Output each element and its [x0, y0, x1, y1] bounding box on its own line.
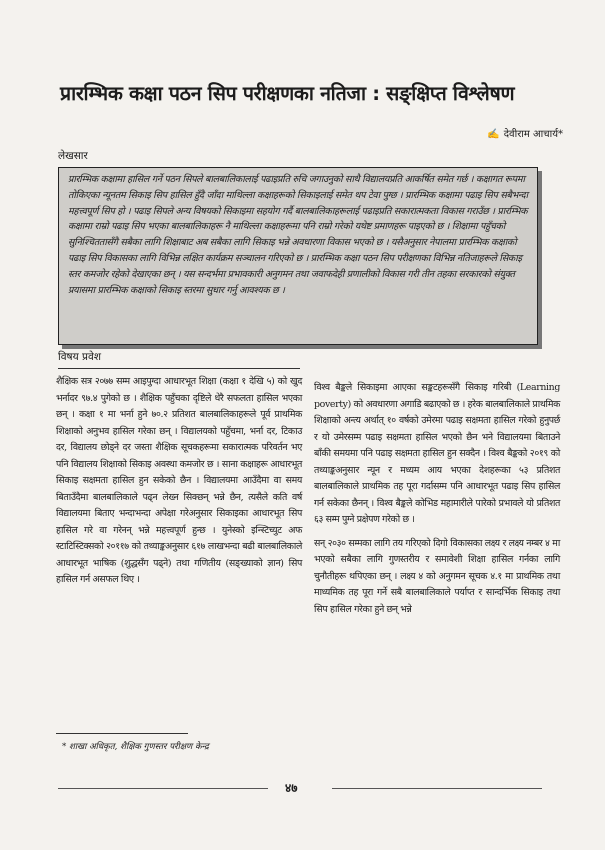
- left-column: [56, 374, 302, 589]
- article-title: प्रारम्भिक कक्षा पठन सिप परीक्षणका नतिजा : सङ्क्षिप्त विश्लेषण: [60, 82, 515, 105]
- right-column-paragraph-2: सन् २०३० सम्मका लागि तय गरिएको दिगो विकासका लक्ष्य र लक्ष्य नम्बर ४ मा भएको सबैका लागि गुणस्तरीय र समावेशी शिक्षा हासिल गर्नका लागि चुनौतीहरू थपिएका छन् । लक्ष्य ४ को अनुगमन सूचक ४.१ मा प्राथमिक तथा माध्यमिक तह पूरा गर्ने सबै बालबालिकाले पर्याप्त र सान्दर्भिक सिकाइ तथा सिप हासिल गरेका हुने छन् भन्ने: [314, 537, 560, 615]
- page-number: ४७: [285, 781, 298, 795]
- right-column-paragraph-1: विश्व बैङ्कले सिकाइमा आएका सङ्कटहरूसँगै सिकाइ गरिबी (Learning poverty) को अवधारणा अगाडि बढाएको छ । हरेक बालबालिकाले प्राथमिक शिक्षाको अन्त्य अर्थात् १० वर्षको उमेरमा पढाइ सक्षमता हासिल गरेको हुनुपर्छ र यो उमेरसम्म पढाइ सक्षमता हासिल भएको छैन भने विद्यालयमा बिताउने बाँकी समयमा पनि पढाइ सक्षमता हासिल हुन सक्दैन । विश्व बैङ्कको २०१९ को तथ्याङ्कअनुसार न्यून र मध्यम आय भएका देशहरूका ५३ प्रतिशत बालबालिकाले प्राथमिक तह पूरा गर्दासम्म पनि आधारभूत पढाइ सिप हासिल गर्न सकेका छैनन् । विश्व बैङ्कले कोभिड महामारीले पारेको प्रभावले यो प्रतिशत ६३ सम्म पुग्ने प्रक्षेपण गरेको छ ।: [314, 382, 560, 525]
- author-name: देवीराम आचार्य*: [503, 129, 563, 140]
- abstract-text: प्रारम्भिक कक्षामा हासिल गर्ने पठन सिपले बालबालिकालाई पढाइप्रति रुचि जगाउनुको साथै विद्यालयप्रति आकर्षित समेत गर्छ । कक्षागत रूपमा तोकिएका न्यूनतम सिकाइ सिप हासिल हुँदै जाँदा माथिल्ला कक्षाहरूको सिकाइलाई समेत थप टेवा पुग्छ । प्रारम्भिक कक्षामा पढाइ सिप सबैभन्दा महत्त्वपूर्ण सिप हो । पढाइ सिपले अन्य विषयको सिकाइमा सहयोग गर्दै बालबालिकाहरूलाई पढाइप्रति सकारात्मकता विकास गराउँछ । प्रारम्भिक कक्षामा राम्रो पढाइ सिप भएका बालबालिकाहरू नै माथिल्ला कक्षाहरूमा पनि राम्रो गरेको यथेष्ट प्रमाणहरू पाइएको छ । शिक्षामा पहुँचको सुनिश्चिततासँगै सबैका लागि शिक्षाबाट अब सबैका लागि सिकाइ भन्ने अवधारणा विकास भएको छ । यसैअनुसार नेपालमा प्रारम्भिक कक्षाको पढाइ सिप विकासका लागि विभिन्न लक्षित कार्यक्रम सञ्चालन गरिएको छ । प्रारम्भिक कक्षा पठन सिप परीक्षणका विभिन्न नतिजाहरूले सिकाइ स्तर कमजोर रहेको देखाएका छन् । यस सन्दर्भमा प्रभावकारी अनुगमन तथा जवाफदेही प्रणालीको विकास गरी तीन तहका सरकारको संयुक्त प्रयासमा प्रारम्भिक कक्षाको सिकाइ स्तरमा सुधार गर्नु आवश्यक छ ।: [68, 174, 528, 296]
- pen-icon: ✍: [487, 129, 500, 140]
- page-rule-left: [58, 788, 268, 789]
- abstract-box: [58, 167, 538, 345]
- author-line: [487, 126, 563, 140]
- section-heading: विषय प्रवेश: [58, 350, 300, 369]
- left-column-paragraph: शैक्षिक सत्र २०७७ सम्म आइपुग्दा आधारभूत शिक्षा (कक्षा १ देखि ५) को खुद भर्नादर ९७.४ पुगेको छ । शैक्षिक पहुँचका दृष्टिले धेरै सफलता हासिल भएका छन् । कक्षा १ मा भर्ना हुने ७०.२ प्रतिशत बालबालिकाहरूले पूर्व प्राथमिक शिक्षाको अनुभव हासिल गरेका छन् । विद्यालयको पहुँचमा, भर्ना दर, टिकाउ दर, विद्यालय छोड्ने दर जस्ता शैक्षिक सूचकहरूमा सकारात्मक परिवर्तन भए पनि विद्यालय शिक्षाको सिकाइ अवस्था कमजोर छ । साना कक्षाहरू आधारभूत सिकाइ सक्षमता हासिल हुन सकेको छैन । विद्यालयमा आउँदैमा वा समय बिताउँदैमा बालबालिकाले पढ्न लेख्न सिक्छन् भन्ने छैन, त्यसैले कति वर्ष विद्यालयमा बिताए भन्दाभन्दा अपेक्षा गरेअनुसार सिकाइका आधारभूत सिप हासिल गरे वा गरेनन् भन्ने महत्त्वपूर्ण हुन्छ । युनेस्को इन्स्टिच्युट अफ स्टाटिस्टिक्सको २०११७ को तथ्याङ्कअनुसार ६१७ लाखभन्दा बढी बालबालिकाले आधारभूत भाषिक (शुद्धसँग पढ्ने) तथा गणितीय (सङ्ख्याको ज्ञान) सिप हासिल गर्न असफल थिए ।: [56, 376, 302, 585]
- footnote: * शाखा अधिकृत, शैक्षिक गुणस्तर परीक्षण केन्द्र: [62, 742, 209, 752]
- page-rule-right: [332, 788, 542, 789]
- abstract-heading: लेखसार: [58, 150, 88, 162]
- footnote-rule: [56, 733, 188, 734]
- right-column: [314, 380, 560, 618]
